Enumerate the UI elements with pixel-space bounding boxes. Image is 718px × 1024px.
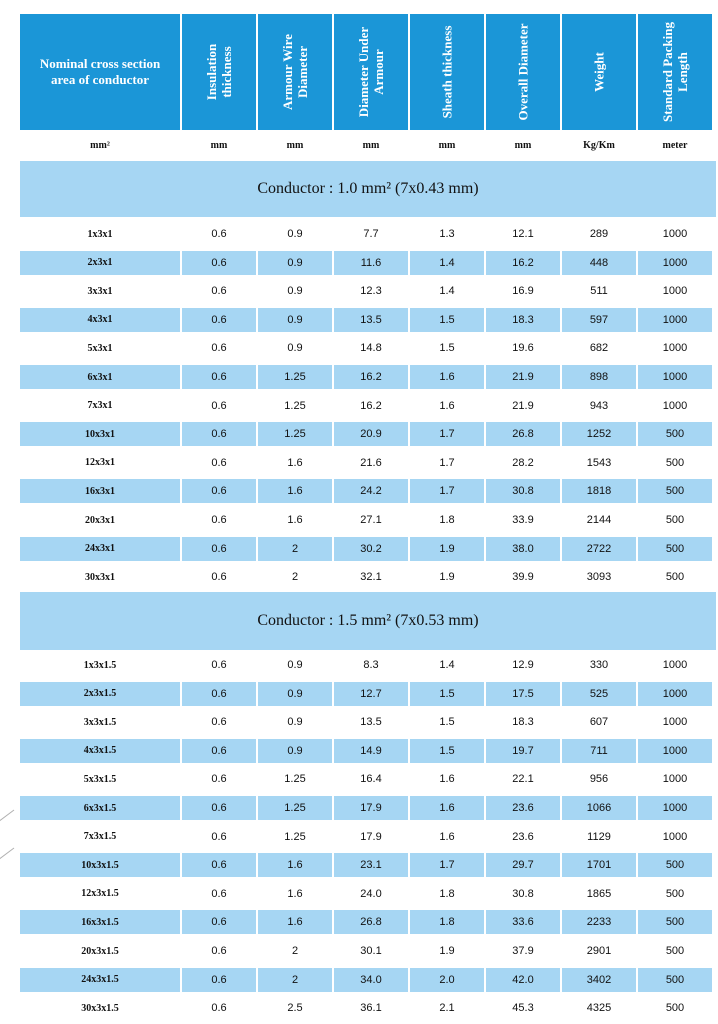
- table-cell: 3093: [586, 571, 612, 584]
- table-row: [20, 308, 712, 332]
- table-cell: 500: [638, 853, 712, 877]
- table-cell: 23.6: [512, 830, 534, 843]
- table-cell: 0.6: [211, 571, 227, 584]
- table-cell: 16.9: [512, 285, 534, 298]
- table-cell: 1000: [662, 285, 688, 298]
- table-cell: 39.9: [512, 571, 534, 584]
- cell-cable-size: 2x3x1.5: [20, 682, 180, 706]
- table-row: [20, 882, 712, 906]
- table-cell: 0.6: [182, 251, 256, 275]
- cell-cable-size: 6x3x1: [20, 365, 180, 389]
- table-cell: 0.9: [287, 285, 303, 298]
- table-cell: 1.6: [410, 365, 484, 389]
- table-cell: 1129: [587, 830, 611, 843]
- table-cell: 1.25: [284, 830, 306, 843]
- header-label: Standard Packing Length: [660, 21, 690, 123]
- table-cell: 1.6: [287, 456, 303, 469]
- unit-label: mm: [514, 139, 532, 151]
- header-label: Diameter Under Armour: [356, 26, 386, 118]
- table-cell: 1543: [586, 456, 612, 469]
- cell-cable-size: 6x3x1.5: [20, 796, 180, 820]
- table-cell: 0.6: [211, 830, 227, 843]
- table-cell: 0.6: [182, 308, 256, 332]
- table-cell: 1.6: [410, 796, 484, 820]
- cell-cable-size: 16x3x1.5: [20, 910, 180, 934]
- unit-label: mm: [286, 139, 304, 151]
- table-row: [20, 739, 712, 763]
- table-row: [20, 939, 712, 963]
- table-cell: 0.6: [211, 659, 227, 671]
- table-row: [20, 336, 712, 360]
- table-cell: 24.2: [334, 479, 408, 503]
- table-row: [20, 825, 712, 849]
- table-cell: 16.2: [334, 365, 408, 389]
- cell-cable-size: 24x3x1: [20, 537, 180, 561]
- table-row: [20, 910, 712, 934]
- table-cell: 30.2: [334, 537, 408, 561]
- table-cell: 2144: [586, 514, 612, 526]
- table-cell: 30.8: [512, 887, 534, 900]
- table-cell: 0.9: [258, 308, 332, 332]
- table-cell: 1.25: [258, 422, 332, 446]
- table-cell: 500: [638, 968, 712, 992]
- table-cell: 30.8: [486, 479, 560, 503]
- table-cell: 32.1: [360, 571, 382, 584]
- header-label: Weight: [591, 52, 607, 92]
- unit-label: mm: [210, 139, 228, 151]
- table-cell: 1.3: [439, 228, 455, 240]
- unit-label: mm: [438, 139, 456, 151]
- table-cell: 0.6: [211, 399, 227, 412]
- table-cell: 27.1: [360, 514, 382, 526]
- table-cell: 2901: [586, 945, 612, 957]
- table-cell: 500: [638, 479, 712, 503]
- table-cell: 23.1: [334, 853, 408, 877]
- cell-cable-size: 24x3x1.5: [20, 968, 180, 992]
- table-cell: 26.8: [334, 910, 408, 934]
- table-cell: 0.9: [287, 228, 303, 240]
- cell-cable-size: 4x3x1: [20, 308, 180, 332]
- table-row: [20, 251, 712, 275]
- table-cell: 1.6: [439, 399, 455, 412]
- table-cell: 24.0: [360, 887, 382, 900]
- table-cell: 18.3: [486, 308, 560, 332]
- cell-cable-size: 2x3x1: [20, 251, 180, 275]
- table-cell: 500: [665, 1002, 685, 1015]
- cell-cable-size: 12x3x1: [85, 457, 115, 469]
- table-cell: 1.8: [410, 910, 484, 934]
- table-cell: 1000: [638, 796, 712, 820]
- table-cell: 1000: [638, 682, 712, 706]
- table-cell: 17.9: [360, 830, 382, 843]
- table-row: [20, 653, 712, 677]
- table-cell: 500: [638, 422, 712, 446]
- cell-cable-size: 1x3x1: [87, 228, 113, 240]
- table-cell: 17.5: [486, 682, 560, 706]
- table-cell: 2: [291, 945, 299, 957]
- page-fold-mark: [0, 808, 16, 868]
- table-cell: 2233: [562, 910, 636, 934]
- table-cell: 33.9: [512, 514, 534, 526]
- table-cell: 1.7: [439, 456, 455, 469]
- table-row: [20, 968, 712, 992]
- unit-label: mm²: [90, 139, 110, 151]
- table-cell: 1000: [638, 739, 712, 763]
- cell-cable-size: 10x3x1: [20, 422, 180, 446]
- table-cell: 0.6: [182, 796, 256, 820]
- table-row: [20, 422, 712, 446]
- table-cell: 22.1: [512, 773, 534, 786]
- table-cell: 1066: [562, 796, 636, 820]
- table-cell: 0.6: [182, 537, 256, 561]
- cell-cable-size: 10x3x1.5: [20, 853, 180, 877]
- table-cell: 0.6: [211, 887, 227, 900]
- header-label: Insulation thickness: [204, 43, 234, 101]
- table-cell: 1.7: [410, 422, 484, 446]
- table-cell: 1000: [662, 342, 688, 355]
- table-cell: 1.5: [410, 308, 484, 332]
- table-cell: 607: [589, 716, 609, 729]
- table-cell: 8.3: [363, 659, 379, 671]
- table-cell: 1.9: [410, 537, 484, 561]
- table-cell: 11.6: [334, 251, 408, 275]
- table-cell: 14.9: [334, 739, 408, 763]
- table-header: [20, 14, 712, 130]
- table-cell: 21.9: [486, 365, 560, 389]
- header-diameter-under-armour: [334, 14, 408, 130]
- cell-cable-size: 12x3x1.5: [81, 888, 119, 900]
- header-nominal-cross-section: [20, 14, 180, 130]
- header-armour-wire-diameter: [258, 14, 332, 130]
- table-row: [20, 479, 712, 503]
- table-cell: 1000: [662, 773, 688, 786]
- table-cell: 1865: [586, 887, 612, 900]
- table-cell: 13.5: [360, 716, 382, 729]
- table-row: [20, 710, 712, 734]
- table-cell: 1.5: [439, 342, 455, 355]
- table-cell: 1000: [662, 716, 688, 729]
- table-cell: 500: [638, 910, 712, 934]
- table-row: [20, 565, 712, 589]
- table-cell: 330: [589, 659, 609, 671]
- table-cell: 19.7: [486, 739, 560, 763]
- cell-cable-size: 3x3x1.5: [83, 716, 117, 728]
- unit-label: Kg/Km: [583, 139, 615, 151]
- section-title: Conductor : 1.0 mm² (7x0.43 mm): [20, 161, 716, 217]
- table-cell: 36.1: [360, 1002, 382, 1015]
- table-cell: 37.9: [512, 945, 534, 957]
- table-cell: 34.0: [334, 968, 408, 992]
- table-cell: 500: [665, 945, 685, 957]
- table-row: [20, 365, 712, 389]
- table-cell: 0.6: [211, 285, 227, 298]
- table-cell: 1.7: [410, 853, 484, 877]
- table-cell: 0.9: [258, 251, 332, 275]
- table-cell: 1000: [638, 365, 712, 389]
- table-cell: 1.6: [258, 853, 332, 877]
- table-cell: 45.3: [512, 1002, 534, 1015]
- table-row: [20, 853, 712, 877]
- table-cell: 12.1: [512, 228, 534, 240]
- table-cell: 0.6: [211, 716, 227, 729]
- table-cell: 19.6: [512, 342, 534, 355]
- table-cell: 1.5: [410, 739, 484, 763]
- table-cell: 20.9: [334, 422, 408, 446]
- header-weight: [562, 14, 636, 130]
- table-cell: 2: [258, 968, 332, 992]
- table-cell: 12.3: [360, 285, 382, 298]
- table-cell: 2: [258, 537, 332, 561]
- cell-cable-size: 1x3x1.5: [83, 659, 117, 671]
- table-cell: 1.6: [258, 479, 332, 503]
- table-cell: 28.2: [512, 456, 534, 469]
- table-cell: 30.1: [360, 945, 382, 957]
- table-cell: 525: [562, 682, 636, 706]
- table-row: [20, 508, 712, 532]
- table-cell: 0.6: [211, 228, 227, 240]
- table-cell: 0.6: [211, 773, 227, 786]
- header-label: Armour Wire Diameter: [280, 34, 310, 110]
- table-cell: 2.1: [439, 1002, 455, 1015]
- table-row: [20, 537, 712, 561]
- table-cell: 21.6: [360, 456, 382, 469]
- table-cell: 0.6: [182, 968, 256, 992]
- table-cell: 29.7: [486, 853, 560, 877]
- table-cell: 448: [562, 251, 636, 275]
- table-cell: 1.6: [258, 910, 332, 934]
- cell-cable-size: 16x3x1: [20, 479, 180, 503]
- table-cell: 14.8: [360, 342, 382, 355]
- unit-label: mm: [362, 139, 380, 151]
- table-cell: 500: [665, 571, 685, 584]
- cell-cable-size: 5x3x1.5: [83, 773, 117, 785]
- header-overall-diameter: [486, 14, 560, 130]
- table-row: [20, 451, 712, 475]
- table-cell: 0.6: [211, 1002, 227, 1015]
- cell-cable-size: 20x3x1: [85, 514, 115, 526]
- table-cell: 0.6: [211, 945, 227, 957]
- table-cell: 1.4: [439, 659, 455, 671]
- table-cell: 17.9: [334, 796, 408, 820]
- table-cell: 0.6: [182, 739, 256, 763]
- table-cell: 1000: [662, 399, 688, 412]
- table-cell: 0.6: [211, 456, 227, 469]
- table-cell: 1.25: [258, 796, 332, 820]
- table-cell: 1000: [662, 830, 688, 843]
- units-row: [20, 130, 712, 160]
- table-cell: 0.9: [287, 716, 303, 729]
- table-cell: 1701: [562, 853, 636, 877]
- table-cell: 0.6: [182, 853, 256, 877]
- table-cell: 943: [589, 399, 609, 412]
- header-label: Overall Diameter: [515, 23, 531, 121]
- table-cell: 0.6: [182, 422, 256, 446]
- cell-cable-size: 7x3x1: [87, 400, 113, 412]
- table-cell: 2722: [562, 537, 636, 561]
- table-cell: 1.4: [410, 251, 484, 275]
- table-cell: 1.5: [439, 716, 455, 729]
- table-row: [20, 796, 712, 820]
- table-cell: 1.6: [287, 514, 303, 526]
- header-sheath-thickness: [410, 14, 484, 130]
- table-cell: 3402: [562, 968, 636, 992]
- table-cell: 1.6: [439, 773, 455, 786]
- header-standard-packing-length: [638, 14, 712, 130]
- table-cell: 12.7: [334, 682, 408, 706]
- table-cell: 18.3: [512, 716, 534, 729]
- table-cell: 500: [665, 456, 685, 469]
- table-cell: 956: [589, 773, 609, 786]
- table-cell: 0.9: [287, 659, 303, 671]
- table-row: [20, 767, 712, 791]
- cell-cable-size: 7x3x1.5: [83, 831, 117, 843]
- header-label: Sheath thickness: [439, 25, 455, 119]
- table-cell: 12.9: [512, 659, 534, 671]
- table-cell: 0.6: [182, 365, 256, 389]
- table-cell: 0.9: [287, 342, 303, 355]
- table-cell: 1.8: [439, 887, 455, 900]
- table-row: [20, 222, 712, 246]
- cell-cable-size: 30x3x1: [85, 571, 115, 583]
- table-cell: 1.5: [410, 682, 484, 706]
- table-cell: 2: [291, 571, 299, 584]
- cell-cable-size: 4x3x1.5: [20, 739, 180, 763]
- table-cell: 0.6: [211, 342, 227, 355]
- table-cell: 0.6: [182, 479, 256, 503]
- table-cell: 26.8: [486, 422, 560, 446]
- table-cell: 1.9: [439, 571, 455, 584]
- cell-cable-size: 30x3x1.5: [81, 1002, 119, 1014]
- table-row: [20, 996, 712, 1020]
- table-cell: 1252: [562, 422, 636, 446]
- table-cell: 0.9: [258, 682, 332, 706]
- table-cell: 1.25: [284, 399, 306, 412]
- table-cell: 1818: [562, 479, 636, 503]
- table-cell: 38.0: [486, 537, 560, 561]
- table-cell: 1.7: [410, 479, 484, 503]
- table-cell: 16.2: [486, 251, 560, 275]
- cell-cable-size: 5x3x1: [87, 342, 113, 354]
- table-cell: 1000: [662, 228, 688, 240]
- table-cell: 2.5: [287, 1002, 303, 1015]
- table-row: [20, 279, 712, 303]
- table-cell: 0.9: [258, 739, 332, 763]
- cell-cable-size: 3x3x1: [87, 285, 113, 297]
- section-title: Conductor : 1.5 mm² (7x0.53 mm): [20, 592, 716, 650]
- table-cell: 1.6: [439, 830, 455, 843]
- table-cell: 7.7: [363, 228, 379, 240]
- table-row: [20, 394, 712, 418]
- table-cell: 21.9: [512, 399, 534, 412]
- unit-label: meter: [662, 139, 688, 151]
- table-cell: 1.8: [439, 514, 455, 526]
- table-cell: 1.25: [258, 365, 332, 389]
- table-cell: 1.25: [284, 773, 306, 786]
- table-cell: 33.6: [486, 910, 560, 934]
- table-cell: 1.9: [439, 945, 455, 957]
- table-cell: 1000: [638, 251, 712, 275]
- table-cell: 511: [590, 285, 608, 298]
- table-cell: 500: [665, 887, 685, 900]
- table-cell: 1.4: [439, 285, 455, 298]
- table-cell: 289: [589, 228, 609, 240]
- table-cell: 0.6: [182, 682, 256, 706]
- table-cell: 0.6: [211, 514, 227, 526]
- header-insulation-thickness: [182, 14, 256, 130]
- table-cell: 682: [589, 342, 609, 355]
- table-cell: 16.2: [360, 399, 382, 412]
- table-cell: 597: [562, 308, 636, 332]
- table-cell: 1000: [662, 659, 688, 671]
- table-cell: 711: [562, 739, 636, 763]
- table-cell: 1.6: [287, 887, 303, 900]
- header-label: Nominal cross section area of conductor: [39, 56, 161, 87]
- table-row: [20, 682, 712, 706]
- table-cell: 4325: [586, 1002, 612, 1015]
- table-cell: 23.6: [486, 796, 560, 820]
- table-cell: 2.0: [410, 968, 484, 992]
- table-cell: 42.0: [486, 968, 560, 992]
- table-cell: 500: [638, 537, 712, 561]
- table-cell: 1000: [638, 308, 712, 332]
- table-cell: 0.6: [182, 910, 256, 934]
- table-cell: 13.5: [334, 308, 408, 332]
- table-cell: 500: [665, 514, 685, 526]
- table-cell: 16.4: [360, 773, 382, 786]
- table-cell: 898: [562, 365, 636, 389]
- cell-cable-size: 20x3x1.5: [81, 945, 119, 957]
